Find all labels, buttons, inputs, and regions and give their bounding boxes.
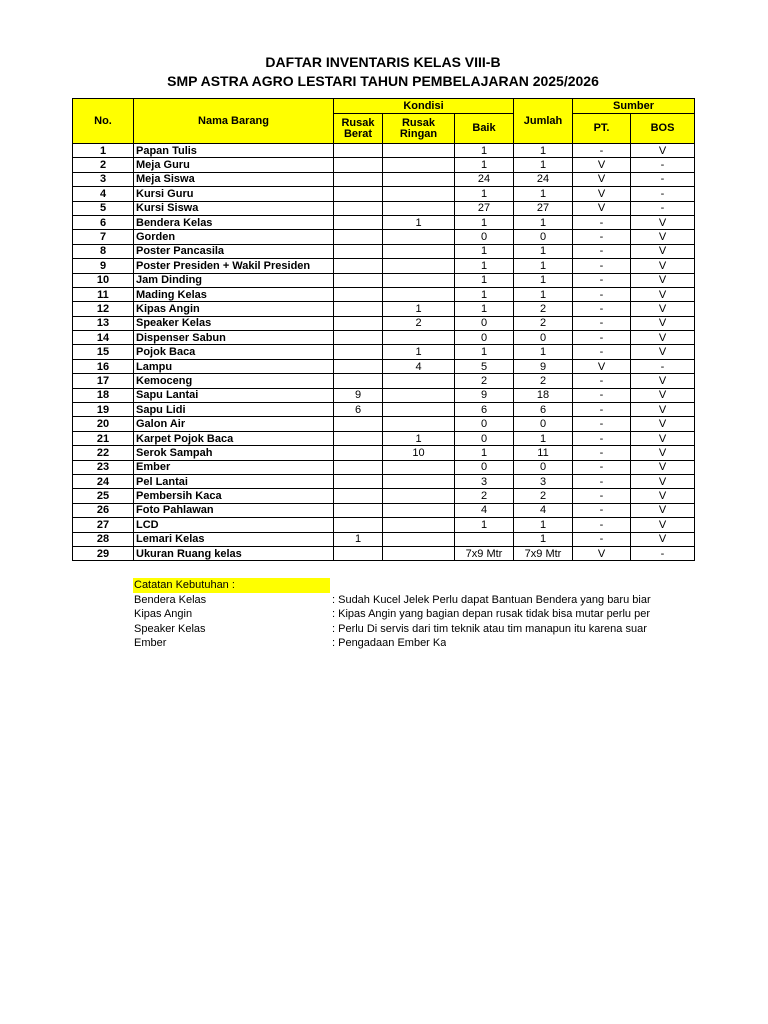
cell-nama-barang: Papan Tulis: [134, 144, 334, 158]
cell-no: 17: [73, 374, 134, 388]
cell-nama-barang: Ukuran Ruang kelas: [134, 546, 334, 560]
cell-rusak-berat: [334, 503, 383, 517]
note-text: : Pengadaan Ember Ka: [332, 637, 447, 649]
cell-rusak-berat: [334, 187, 383, 201]
cell-rusak-berat: [334, 331, 383, 345]
cell-jumlah: 1: [514, 287, 573, 301]
table-row: [73, 474, 695, 488]
cell-nama-barang: Sapu Lidi: [134, 403, 334, 417]
cell-nama-barang: Galon Air: [134, 417, 334, 431]
cell-rusak-ringan: 10: [383, 446, 455, 460]
cell-baik: 1: [455, 259, 514, 273]
cell-bos: V: [631, 474, 695, 488]
note-label: Speaker Kelas: [134, 622, 206, 635]
cell-pt: -: [573, 417, 631, 431]
cell-bos: V: [631, 532, 695, 546]
table-row: [73, 345, 695, 359]
cell-nama-barang: Kipas Angin: [134, 302, 334, 316]
cell-no: 28: [73, 532, 134, 546]
cell-no: 19: [73, 403, 134, 417]
cell-bos: V: [631, 446, 695, 460]
cell-pt: -: [573, 460, 631, 474]
cell-rusak-ringan: [383, 474, 455, 488]
cell-rusak-ringan: [383, 259, 455, 273]
cell-rusak-ringan: 1: [383, 302, 455, 316]
cell-baik: [455, 532, 514, 546]
cell-jumlah: 1: [514, 215, 573, 229]
cell-jumlah: 1: [514, 273, 573, 287]
cell-baik: 1: [455, 158, 514, 172]
cell-baik: 7x9 Mtr: [455, 546, 514, 560]
note-text: : Perlu Di servis dari tim teknik atau tim manapun itu karena suar: [332, 622, 647, 635]
cell-no: 10: [73, 273, 134, 287]
cell-nama-barang: Sapu Lantai: [134, 388, 334, 402]
note-label: Kipas Angin: [134, 608, 193, 620]
cell-no: 29: [73, 546, 134, 560]
cell-nama-barang: Meja Siswa: [134, 172, 334, 186]
cell-rusak-berat: [334, 244, 383, 258]
cell-bos: -: [631, 158, 695, 172]
note-text: : Sudah Kucel Jelek Perlu dapat Bantuan Bendera yang baru biar: [332, 593, 651, 606]
cell-jumlah: 9: [514, 359, 573, 373]
cell-bos: V: [631, 431, 695, 445]
cell-baik: 1: [455, 302, 514, 316]
cell-jumlah: 2: [514, 374, 573, 388]
table-row: [73, 460, 695, 474]
cell-baik: 0: [455, 417, 514, 431]
cell-nama-barang: Lampu: [134, 359, 334, 373]
cell-rusak-berat: [334, 158, 383, 172]
cell-pt: -: [573, 431, 631, 445]
cell-rusak-ringan: 1: [383, 431, 455, 445]
cell-baik: 1: [455, 287, 514, 301]
cell-rusak-ringan: [383, 417, 455, 431]
cell-nama-barang: Pel Lantai: [134, 474, 334, 488]
cell-bos: V: [631, 388, 695, 402]
cell-rusak-berat: [334, 546, 383, 560]
cell-rusak-berat: 1: [334, 532, 383, 546]
cell-baik: 1: [455, 144, 514, 158]
table-row: [73, 215, 695, 229]
cell-rusak-berat: 9: [334, 388, 383, 402]
header-kondisi: Kondisi: [334, 99, 514, 114]
cell-baik: 1: [455, 187, 514, 201]
cell-rusak-ringan: [383, 201, 455, 215]
note-item: [133, 636, 695, 651]
table-row: [73, 302, 695, 316]
cell-bos: -: [631, 359, 695, 373]
table-row: [73, 518, 695, 532]
cell-baik: 27: [455, 201, 514, 215]
cell-no: 24: [73, 474, 134, 488]
cell-rusak-ringan: [383, 331, 455, 345]
cell-baik: 0: [455, 331, 514, 345]
cell-jumlah: 11: [514, 446, 573, 460]
cell-baik: 1: [455, 518, 514, 532]
cell-bos: V: [631, 345, 695, 359]
cell-bos: V: [631, 230, 695, 244]
table-row: [73, 259, 695, 273]
cell-pt: V: [573, 172, 631, 186]
cell-jumlah: 0: [514, 460, 573, 474]
cell-rusak-ringan: 1: [383, 345, 455, 359]
header-bos: BOS: [631, 114, 695, 144]
cell-no: 5: [73, 201, 134, 215]
cell-rusak-berat: [334, 417, 383, 431]
inventory-table: [72, 98, 695, 561]
cell-bos: V: [631, 518, 695, 532]
cell-bos: V: [631, 374, 695, 388]
cell-rusak-ringan: [383, 374, 455, 388]
cell-jumlah: 1: [514, 259, 573, 273]
cell-bos: V: [631, 144, 695, 158]
cell-nama-barang: Bendera Kelas: [134, 215, 334, 229]
cell-rusak-ringan: [383, 388, 455, 402]
cell-pt: V: [573, 359, 631, 373]
table-row: [73, 446, 695, 460]
cell-rusak-berat: [334, 172, 383, 186]
cell-bos: -: [631, 546, 695, 560]
cell-pt: -: [573, 244, 631, 258]
cell-baik: 6: [455, 403, 514, 417]
cell-no: 1: [73, 144, 134, 158]
table-row: [73, 244, 695, 258]
cell-rusak-ringan: [383, 546, 455, 560]
cell-baik: 1: [455, 215, 514, 229]
table-row: [73, 201, 695, 215]
note-item: [133, 593, 695, 608]
cell-rusak-berat: [334, 316, 383, 330]
cell-no: 9: [73, 259, 134, 273]
cell-pt: -: [573, 230, 631, 244]
notes-heading: Catatan Kebutuhan :: [133, 578, 330, 593]
table-row: [73, 489, 695, 503]
cell-baik: 9: [455, 388, 514, 402]
cell-pt: -: [573, 374, 631, 388]
cell-pt: -: [573, 287, 631, 301]
cell-rusak-berat: [334, 273, 383, 287]
header-sumber: Sumber: [573, 99, 695, 114]
cell-nama-barang: Kursi Siswa: [134, 201, 334, 215]
table-row: [73, 546, 695, 560]
cell-no: 26: [73, 503, 134, 517]
cell-baik: 24: [455, 172, 514, 186]
header-baik: Baik: [455, 114, 514, 144]
cell-pt: -: [573, 302, 631, 316]
note-label: Ember: [134, 637, 167, 649]
cell-jumlah: 27: [514, 201, 573, 215]
note-label: Bendera Kelas: [134, 593, 207, 606]
cell-baik: 3: [455, 474, 514, 488]
cell-pt: V: [573, 158, 631, 172]
table-row: [73, 388, 695, 402]
cell-rusak-ringan: [383, 187, 455, 201]
cell-nama-barang: Kemoceng: [134, 374, 334, 388]
cell-bos: V: [631, 259, 695, 273]
cell-jumlah: 1: [514, 144, 573, 158]
notes-list: [133, 593, 695, 651]
cell-bos: V: [631, 316, 695, 330]
cell-baik: 2: [455, 374, 514, 388]
cell-pt: -: [573, 518, 631, 532]
cell-jumlah: 2: [514, 489, 573, 503]
table-row: [73, 431, 695, 445]
table-row: [73, 273, 695, 287]
cell-no: 8: [73, 244, 134, 258]
cell-bos: V: [631, 287, 695, 301]
cell-bos: V: [631, 302, 695, 316]
cell-rusak-berat: [334, 201, 383, 215]
cell-rusak-ringan: 1: [383, 215, 455, 229]
cell-nama-barang: Serok Sampah: [134, 446, 334, 460]
cell-bos: V: [631, 417, 695, 431]
cell-rusak-ringan: [383, 244, 455, 258]
cell-pt: -: [573, 503, 631, 517]
cell-jumlah: 1: [514, 431, 573, 445]
table-row: [73, 503, 695, 517]
cell-rusak-ringan: [383, 273, 455, 287]
note-item: [133, 607, 695, 622]
cell-jumlah: 1: [514, 158, 573, 172]
cell-no: 14: [73, 331, 134, 345]
cell-nama-barang: Gorden: [134, 230, 334, 244]
cell-rusak-berat: [334, 374, 383, 388]
cell-jumlah: 1: [514, 532, 573, 546]
cell-nama-barang: Foto Pahlawan: [134, 503, 334, 517]
cell-rusak-berat: [334, 230, 383, 244]
cell-rusak-ringan: 2: [383, 316, 455, 330]
cell-rusak-berat: [334, 215, 383, 229]
cell-baik: 0: [455, 460, 514, 474]
cell-bos: V: [631, 331, 695, 345]
cell-nama-barang: Jam Dinding: [134, 273, 334, 287]
cell-baik: 0: [455, 316, 514, 330]
table-body: [73, 144, 695, 561]
table-row: [73, 374, 695, 388]
cell-baik: 1: [455, 244, 514, 258]
table-row: [73, 187, 695, 201]
cell-no: 4: [73, 187, 134, 201]
cell-baik: 1: [455, 446, 514, 460]
cell-no: 20: [73, 417, 134, 431]
cell-rusak-ringan: [383, 532, 455, 546]
cell-rusak-ringan: [383, 503, 455, 517]
cell-jumlah: 1: [514, 187, 573, 201]
cell-bos: -: [631, 201, 695, 215]
cell-nama-barang: Karpet Pojok Baca: [134, 431, 334, 445]
header-nama-barang: Nama Barang: [134, 99, 334, 144]
note-item: [133, 622, 695, 637]
cell-baik: 4: [455, 503, 514, 517]
cell-baik: 5: [455, 359, 514, 373]
notes-section: [133, 578, 695, 651]
cell-pt: -: [573, 532, 631, 546]
table-row: [73, 403, 695, 417]
table-row: [73, 287, 695, 301]
cell-pt: V: [573, 201, 631, 215]
cell-no: 25: [73, 489, 134, 503]
cell-pt: -: [573, 215, 631, 229]
cell-baik: 1: [455, 273, 514, 287]
cell-jumlah: 1: [514, 244, 573, 258]
cell-nama-barang: Lemari Kelas: [134, 532, 334, 546]
cell-no: 27: [73, 518, 134, 532]
cell-nama-barang: Poster Presiden + Wakil Presiden: [134, 259, 334, 273]
cell-jumlah: 4: [514, 503, 573, 517]
cell-nama-barang: Kursi Guru: [134, 187, 334, 201]
cell-pt: -: [573, 144, 631, 158]
header-no: No.: [73, 99, 134, 144]
table-row: [73, 230, 695, 244]
cell-nama-barang: Ember: [134, 460, 334, 474]
cell-jumlah: 1: [514, 518, 573, 532]
cell-bos: V: [631, 489, 695, 503]
cell-pt: -: [573, 316, 631, 330]
cell-no: 21: [73, 431, 134, 445]
cell-rusak-ringan: [383, 489, 455, 503]
cell-no: 15: [73, 345, 134, 359]
cell-jumlah: 0: [514, 417, 573, 431]
cell-rusak-ringan: [383, 230, 455, 244]
cell-nama-barang: Meja Guru: [134, 158, 334, 172]
cell-jumlah: 24: [514, 172, 573, 186]
cell-bos: V: [631, 215, 695, 229]
cell-pt: -: [573, 259, 631, 273]
cell-rusak-berat: [334, 431, 383, 445]
table-header: [73, 99, 695, 144]
cell-no: 16: [73, 359, 134, 373]
cell-rusak-ringan: [383, 403, 455, 417]
cell-no: 23: [73, 460, 134, 474]
cell-jumlah: 2: [514, 316, 573, 330]
header-rusak-berat: Rusak Berat: [334, 114, 383, 144]
header-rusak-ringan: Rusak Ringan: [383, 114, 455, 144]
header-pt: PT.: [573, 114, 631, 144]
cell-bos: V: [631, 273, 695, 287]
cell-rusak-ringan: [383, 172, 455, 186]
cell-jumlah: 7x9 Mtr: [514, 546, 573, 560]
cell-rusak-berat: [334, 474, 383, 488]
cell-pt: V: [573, 187, 631, 201]
page-title: DAFTAR INVENTARIS KELAS VIII-B: [265, 54, 501, 70]
cell-no: 3: [73, 172, 134, 186]
cell-bos: -: [631, 187, 695, 201]
cell-rusak-berat: [334, 489, 383, 503]
cell-baik: 0: [455, 431, 514, 445]
cell-pt: -: [573, 331, 631, 345]
note-text: : Kipas Angin yang bagian depan rusak tidak bisa mutar perlu per: [332, 608, 650, 620]
cell-jumlah: 3: [514, 474, 573, 488]
cell-bos: V: [631, 403, 695, 417]
cell-rusak-ringan: [383, 287, 455, 301]
cell-nama-barang: Pojok Baca: [134, 345, 334, 359]
table-row: [73, 359, 695, 373]
cell-pt: -: [573, 489, 631, 503]
cell-rusak-berat: 6: [334, 403, 383, 417]
table-row: [73, 316, 695, 330]
cell-no: 7: [73, 230, 134, 244]
cell-pt: V: [573, 546, 631, 560]
cell-jumlah: 0: [514, 331, 573, 345]
table-row: [73, 417, 695, 431]
cell-rusak-berat: [334, 446, 383, 460]
header-jumlah: Jumlah: [514, 99, 573, 144]
cell-rusak-ringan: [383, 158, 455, 172]
cell-rusak-ringan: [383, 144, 455, 158]
cell-baik: 0: [455, 230, 514, 244]
cell-baik: 1: [455, 345, 514, 359]
cell-rusak-berat: [334, 460, 383, 474]
cell-rusak-berat: [334, 302, 383, 316]
cell-nama-barang: Pembersih Kaca: [134, 489, 334, 503]
cell-nama-barang: Speaker Kelas: [134, 316, 334, 330]
page-subtitle: SMP ASTRA AGRO LESTARI TAHUN PEMBELAJARAN 2025/2026: [167, 73, 599, 89]
cell-rusak-ringan: [383, 518, 455, 532]
cell-rusak-ringan: [383, 460, 455, 474]
cell-pt: -: [573, 273, 631, 287]
table-row: [73, 158, 695, 172]
cell-jumlah: 0: [514, 230, 573, 244]
cell-nama-barang: LCD: [134, 518, 334, 532]
cell-rusak-berat: [334, 259, 383, 273]
cell-baik: 2: [455, 489, 514, 503]
cell-no: 12: [73, 302, 134, 316]
cell-bos: V: [631, 460, 695, 474]
cell-bos: V: [631, 503, 695, 517]
cell-pt: -: [573, 474, 631, 488]
cell-nama-barang: Mading Kelas: [134, 287, 334, 301]
cell-bos: -: [631, 172, 695, 186]
cell-pt: -: [573, 403, 631, 417]
cell-rusak-berat: [334, 345, 383, 359]
cell-no: 2: [73, 158, 134, 172]
cell-rusak-berat: [334, 287, 383, 301]
cell-no: 18: [73, 388, 134, 402]
cell-jumlah: 1: [514, 345, 573, 359]
cell-pt: -: [573, 345, 631, 359]
cell-nama-barang: Dispenser Sabun: [134, 331, 334, 345]
cell-rusak-ringan: 4: [383, 359, 455, 373]
cell-pt: -: [573, 388, 631, 402]
cell-rusak-berat: [334, 518, 383, 532]
cell-jumlah: 2: [514, 302, 573, 316]
table-row: [73, 532, 695, 546]
cell-rusak-berat: [334, 144, 383, 158]
table-row: [73, 331, 695, 345]
cell-bos: V: [631, 244, 695, 258]
cell-no: 11: [73, 287, 134, 301]
cell-no: 13: [73, 316, 134, 330]
cell-jumlah: 18: [514, 388, 573, 402]
cell-no: 22: [73, 446, 134, 460]
cell-nama-barang: Poster Pancasila: [134, 244, 334, 258]
cell-jumlah: 6: [514, 403, 573, 417]
cell-pt: -: [573, 446, 631, 460]
cell-no: 6: [73, 215, 134, 229]
table-row: [73, 144, 695, 158]
table-row: [73, 172, 695, 186]
cell-rusak-berat: [334, 359, 383, 373]
